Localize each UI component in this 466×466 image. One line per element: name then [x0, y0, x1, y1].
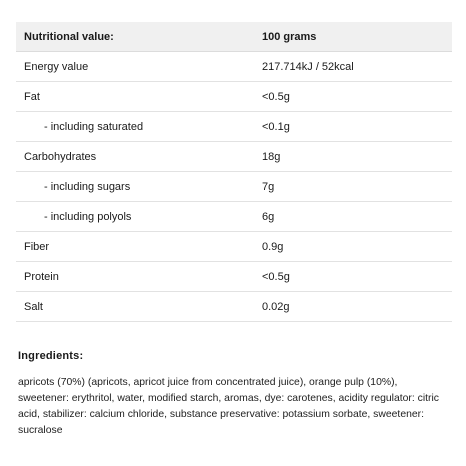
table-row — [16, 232, 452, 262]
nutrient-value: 7g — [262, 180, 275, 193]
nutrient-name: - including sugars — [44, 180, 131, 193]
nutrient-value: <0.5g — [262, 270, 290, 283]
table-row — [16, 82, 452, 112]
nutrient-value: <0.1g — [262, 120, 290, 133]
table-header-row — [16, 22, 452, 52]
nutrient-value: <0.5g — [262, 90, 290, 103]
nutrient-name: - including polyols — [44, 210, 132, 223]
table-row — [16, 142, 452, 172]
nutrient-name: Carbohydrates — [24, 150, 97, 163]
header-name-cell: Nutritional value: — [24, 30, 114, 43]
nutrient-name: Fat — [24, 90, 40, 103]
ingredients-text: apricots (70%) (apricots, apricot juice from concentrated juice), orange pulp (10%), sweetener: erythritol, water, modified starch, aromas, dye: carotenes, acidity regulator: citric acid, stabilizer: calcium chloride, substance preservative: potassium sorbate, sweetener: sucralose — [18, 377, 439, 436]
nutrient-name: Salt — [24, 300, 43, 313]
table-row — [16, 112, 452, 142]
nutrient-value: 0.02g — [262, 300, 290, 313]
nutrition-table — [16, 22, 452, 322]
nutrient-value: 6g — [262, 210, 275, 223]
nutrient-value: 217.714kJ / 52kcal — [262, 60, 354, 73]
nutrient-value: 18g — [262, 150, 281, 163]
table-row — [16, 172, 452, 202]
table-row — [16, 292, 452, 322]
ingredients-title: Ingredients: — [18, 350, 84, 362]
nutrient-name: - including saturated — [44, 120, 144, 133]
nutrient-name: Protein — [24, 270, 59, 283]
table-row — [16, 52, 452, 82]
nutrient-value: 0.9g — [262, 240, 284, 253]
table-row — [16, 202, 452, 232]
nutrient-name: Fiber — [24, 240, 50, 253]
nutrient-name: Energy value — [24, 60, 89, 73]
header-value-cell: 100 grams — [262, 30, 317, 43]
table-row — [16, 262, 452, 292]
